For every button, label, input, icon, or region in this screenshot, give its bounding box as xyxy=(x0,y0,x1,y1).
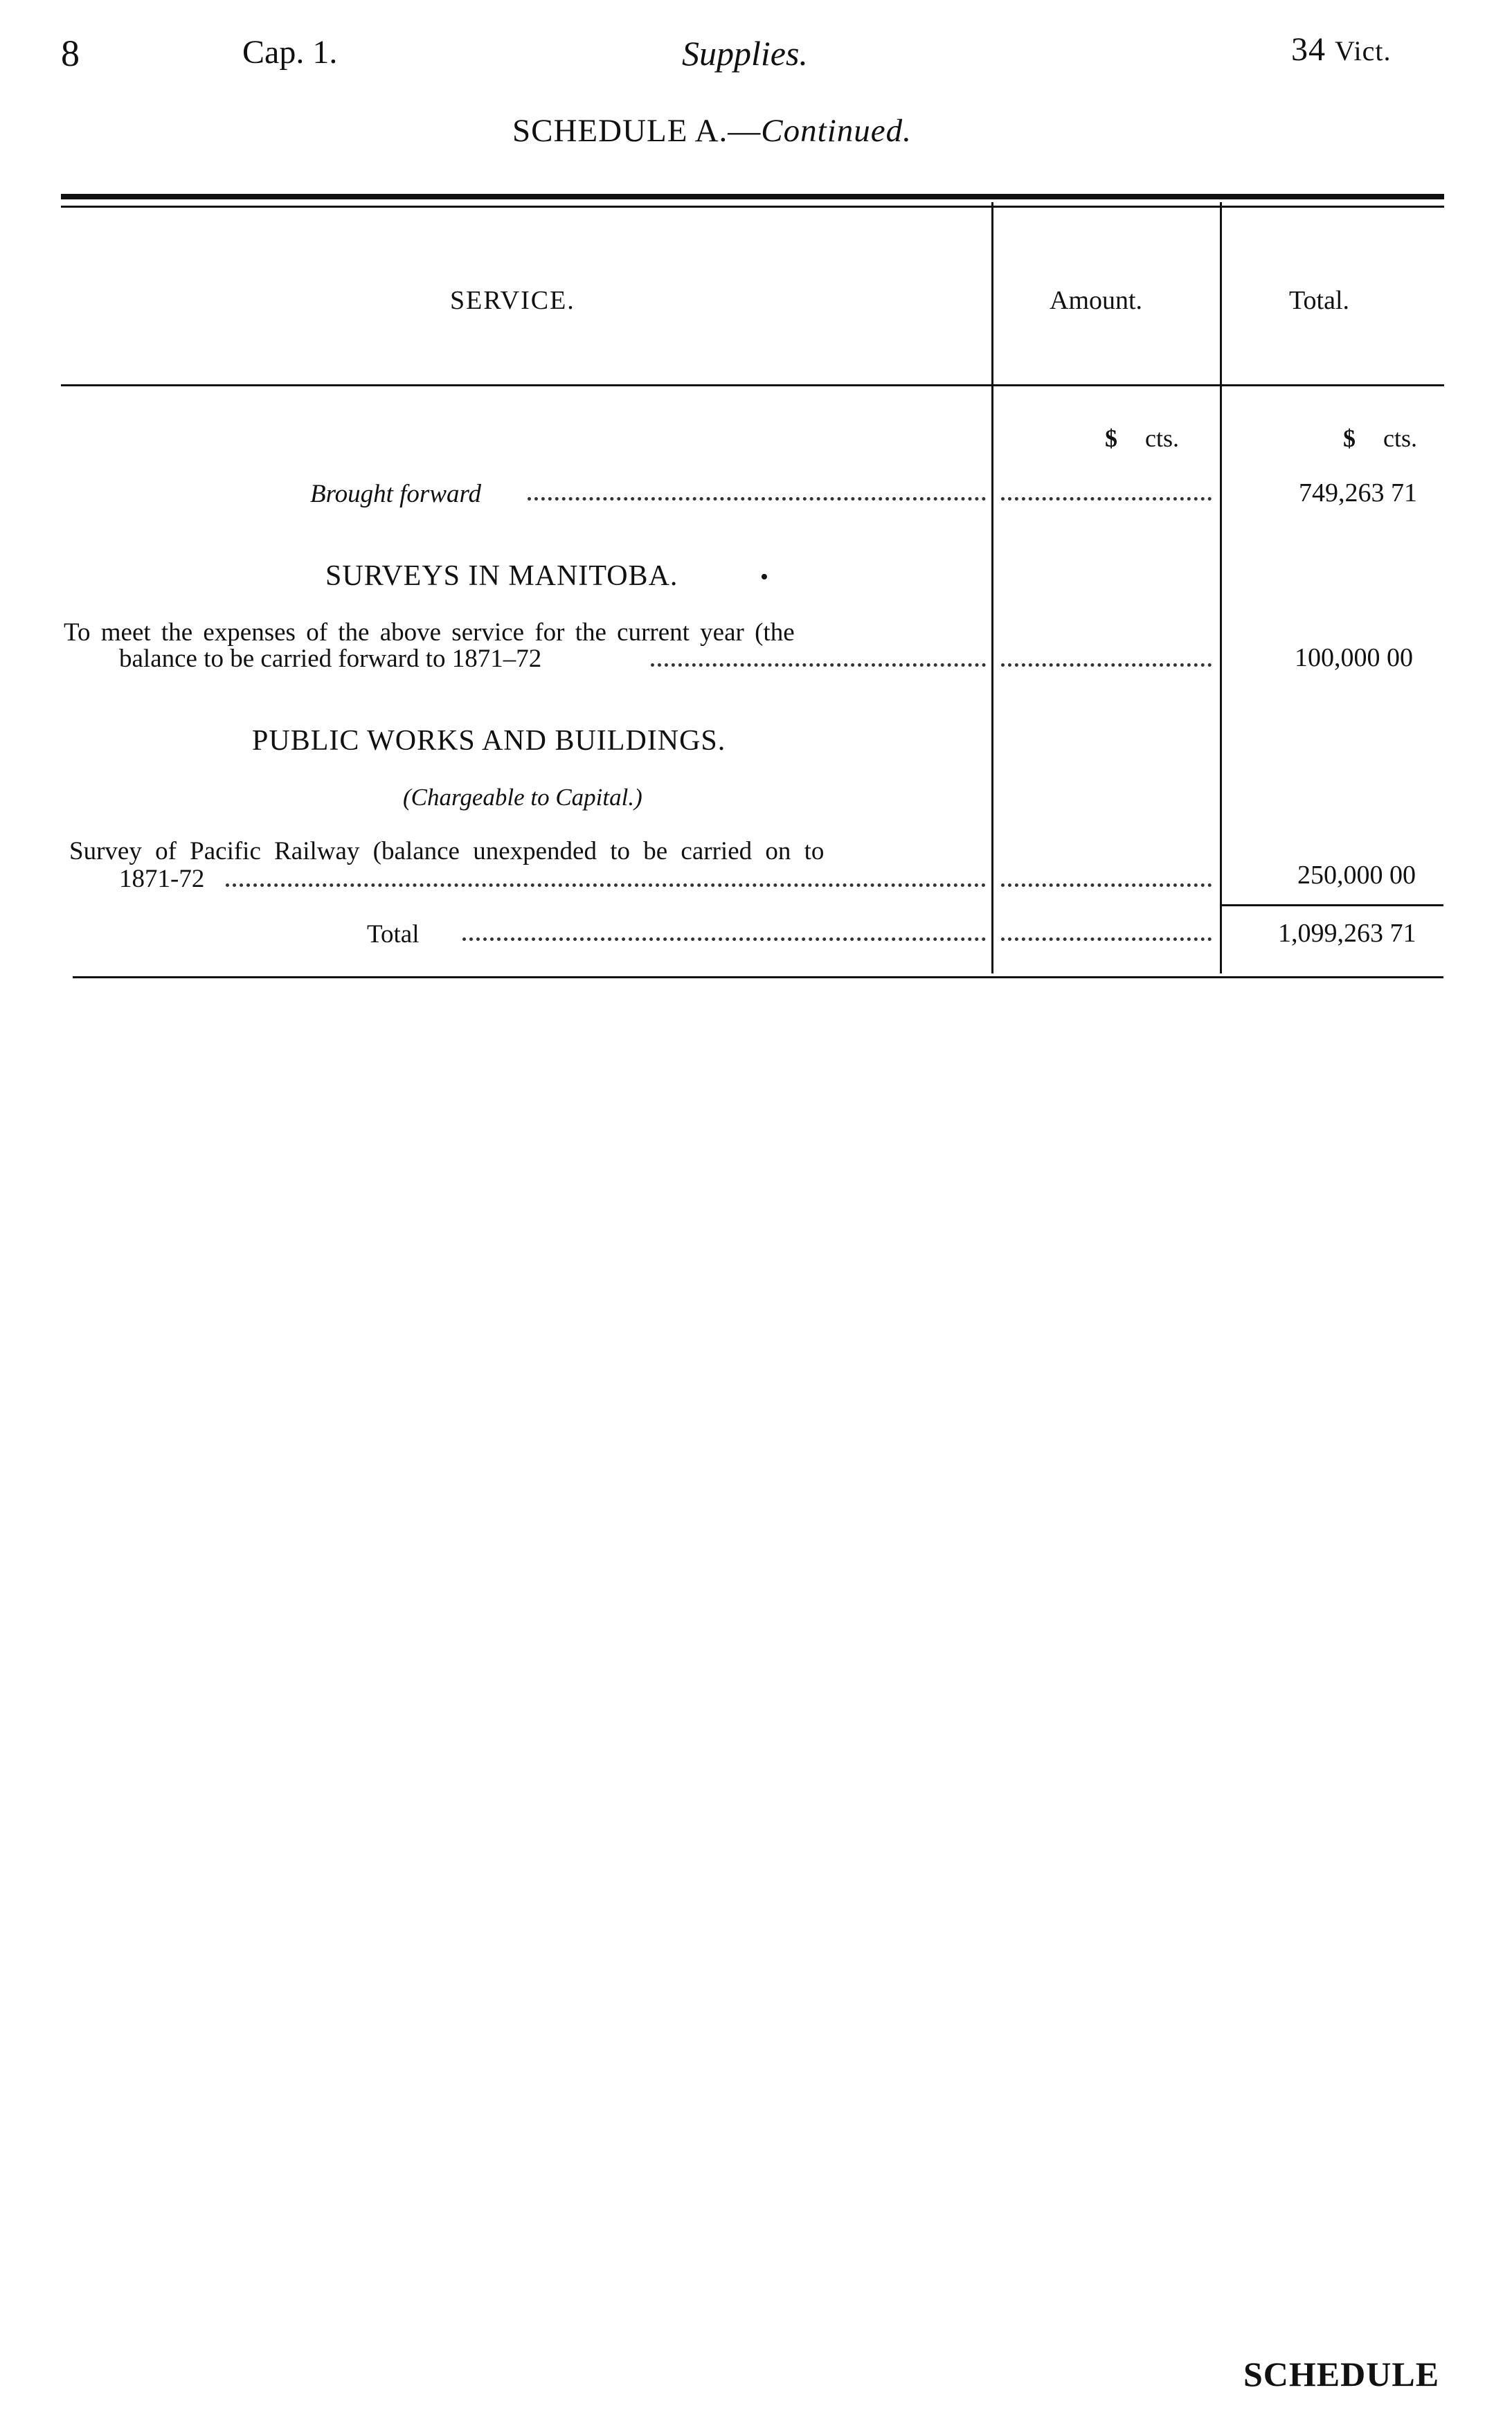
regnal-year xyxy=(1291,30,1391,69)
public-works-subheading: (Chargeable to Capital.) xyxy=(403,784,642,811)
pacific-railway-total: 250,000 00 xyxy=(1297,861,1416,890)
header-total: Total. xyxy=(1289,286,1350,315)
regnal-word: Vict. xyxy=(1335,35,1392,66)
table-top-rule-thin xyxy=(61,206,1444,208)
public-works-heading: PUBLIC WORKS AND BUILDINGS. xyxy=(252,725,726,757)
total-leader xyxy=(462,937,986,941)
regnal-number: 34 xyxy=(1291,31,1326,68)
brought-forward-label: Brought forward xyxy=(310,480,482,508)
surveys-heading: SURVEYS IN MANITOBA. xyxy=(325,560,678,592)
surveys-description-line1: To meet the expenses of the above service for the current year (the xyxy=(64,618,795,647)
page-number: 8 xyxy=(61,33,80,74)
brought-forward-total: 749,263 71 xyxy=(1299,478,1417,507)
column-divider-amount xyxy=(991,202,993,973)
catchword: SCHEDULE xyxy=(1243,2355,1440,2393)
pacific-railway-amount-leader xyxy=(1001,883,1212,887)
total-column-sum-rule xyxy=(1222,904,1443,906)
column-divider-total xyxy=(1220,202,1222,973)
brought-forward-leader xyxy=(528,497,986,501)
schedule-title xyxy=(512,112,912,150)
schedule-continued: Continued. xyxy=(761,113,912,149)
total-dollar-sign: $ xyxy=(1343,424,1356,452)
total-cents-label: cts. xyxy=(1383,424,1417,452)
pacific-railway-line2: 1871-72 xyxy=(119,865,205,893)
surveys-description-line2: balance to be carried forward to 1871–72 xyxy=(119,645,542,673)
brought-forward-amount-leader xyxy=(1001,497,1212,501)
amount-units xyxy=(1105,424,1179,453)
chapter-label: Cap. 1. xyxy=(242,34,338,71)
total-amount-leader xyxy=(1001,937,1212,941)
surveys-amount-leader xyxy=(1001,663,1212,667)
total-units xyxy=(1343,424,1417,453)
surveys-leader xyxy=(651,663,986,667)
total-label: Total xyxy=(367,920,420,949)
header-service: SERVICE. xyxy=(450,286,575,315)
pacific-railway-leader xyxy=(226,883,986,887)
pacific-railway-line1: Survey of Pacific Railway (balance unexpended to be carried on to xyxy=(69,837,825,865)
amount-dollar-sign: $ xyxy=(1105,424,1117,452)
header-amount: Amount. xyxy=(1050,286,1143,315)
running-title: Supplies. xyxy=(682,34,808,73)
schedule-name: SCHEDULE A.— xyxy=(512,113,762,149)
grand-total: 1,099,263 71 xyxy=(1278,919,1416,948)
header-bottom-rule xyxy=(61,384,1444,386)
table-top-rule-thick xyxy=(61,194,1444,199)
amount-cents-label: cts. xyxy=(1145,424,1179,452)
table-bottom-rule xyxy=(73,976,1443,978)
surveys-total: 100,000 00 xyxy=(1295,643,1413,672)
bullet-mark: • xyxy=(760,564,768,590)
